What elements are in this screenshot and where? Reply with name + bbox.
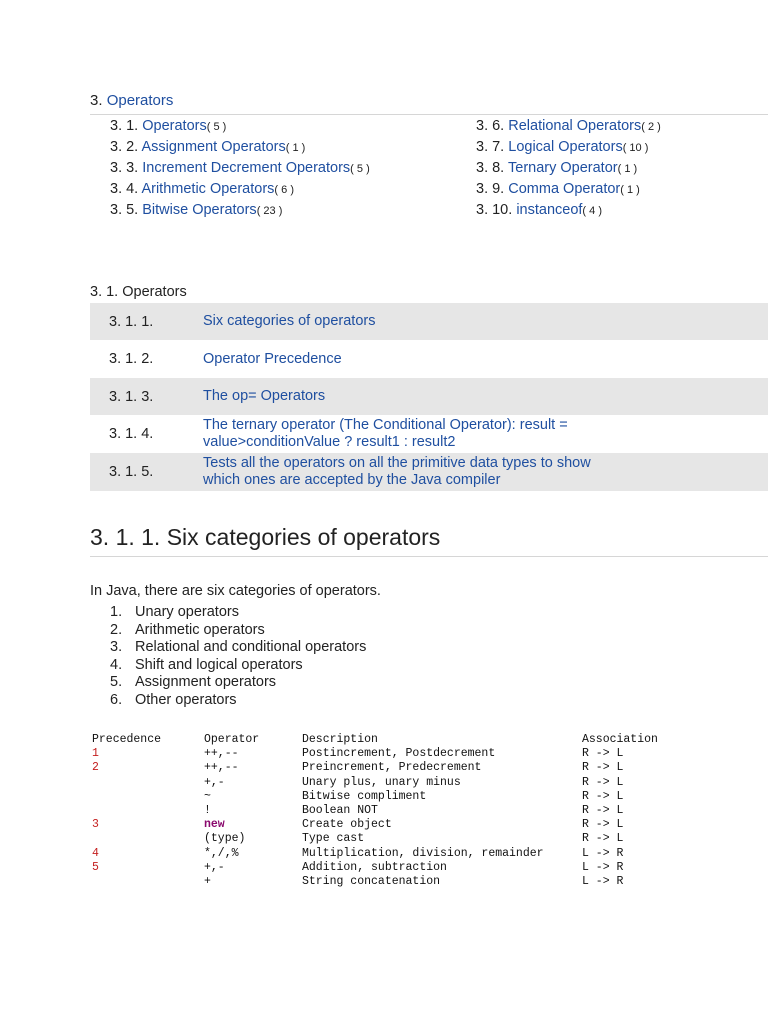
operator-cell: +,-	[204, 860, 225, 874]
table-row	[90, 378, 768, 415]
association-cell: R -> L	[582, 832, 624, 846]
toc-count: ( 1 )	[617, 163, 638, 175]
article-intro: In Java, there are six categories of operators.	[90, 583, 381, 599]
association-cell: L -> R	[582, 846, 624, 860]
row-link[interactable]: Operator Precedence	[203, 350, 342, 367]
toc-link[interactable]: Relational Operators	[508, 118, 642, 134]
list-item: 6. Other operators	[110, 691, 237, 708]
table-row	[92, 860, 624, 875]
section-number: 3.	[90, 92, 103, 109]
toc-count: ( 10 )	[622, 142, 649, 154]
list-item: 1. Unary operators	[110, 604, 239, 620]
article-heading: 3. 1. 1. Six categories of operators	[90, 524, 768, 557]
toc-count: ( 5 )	[206, 121, 227, 133]
table-row	[92, 803, 624, 818]
col-header-operator: Operator	[204, 733, 260, 746]
operator-cell: ++,--	[204, 747, 239, 761]
operator-cell: *,/,%	[204, 846, 239, 860]
table-row	[92, 846, 624, 861]
toc-item: 3. 1. Operators( 5 )	[110, 118, 227, 134]
toc-count: ( 2 )	[641, 121, 661, 133]
toc-item: 3. 9. Comma Operator( 1 )	[476, 181, 640, 197]
toc-link[interactable]: Arithmetic Operators	[141, 181, 275, 197]
precedence-cell: 4	[92, 846, 99, 860]
toc-count: ( 1 )	[620, 184, 640, 196]
table-row	[92, 775, 624, 790]
operator-precedence-table	[92, 733, 658, 889]
description-cell: String concatenation	[302, 874, 441, 888]
list-item: 5. Assignment operators	[110, 674, 277, 690]
description-cell: Create object	[302, 818, 392, 832]
toc-item: 3. 2. Assignment Operators( 1 )	[110, 139, 306, 155]
toc-link[interactable]: Bitwise Operators	[142, 202, 257, 218]
toc-link[interactable]: Assignment Operators	[141, 139, 286, 155]
precedence-cell: 1	[92, 747, 99, 761]
operator-cell: !	[204, 803, 211, 817]
association-cell: R -> L	[582, 775, 624, 789]
row-number: 3. 1. 1.	[109, 313, 154, 330]
table-row	[92, 761, 624, 775]
description-cell: Unary plus, unary minus	[302, 775, 461, 789]
col-header-association: Association	[582, 733, 658, 746]
col-header-description: Description	[302, 733, 378, 746]
toc-count: ( 4 )	[582, 205, 602, 217]
list-item: 4. Shift and logical operators	[110, 656, 303, 673]
table-row	[90, 340, 768, 378]
row-number: 3. 1. 5.	[109, 464, 154, 480]
toc-item: 3. 5. Bitwise Operators( 23 )	[110, 202, 283, 218]
subsection-title: 3. 1. Operators	[90, 284, 187, 300]
description-cell: Boolean NOT	[302, 803, 378, 817]
table-row	[92, 832, 624, 846]
table-row	[90, 415, 768, 453]
toc-item: 3. 4. Arithmetic Operators( 6 )	[110, 181, 294, 197]
toc-item: 3. 7. Logical Operators( 10 )	[476, 139, 649, 155]
precedence-cell: 5	[92, 860, 99, 874]
toc-item: 3. 10. instanceof( 4 )	[476, 202, 602, 218]
description-cell: Type cast	[302, 832, 365, 846]
toc-link[interactable]: Increment Decrement Operators	[142, 160, 351, 176]
association-cell: R -> L	[582, 761, 624, 775]
row-number: 3. 1. 2.	[109, 351, 154, 367]
operator-cell: ~	[204, 789, 211, 803]
operator-cell: new	[204, 818, 225, 832]
toc-item: 3. 6. Relational Operators( 2 )	[476, 118, 661, 134]
toc-count: ( 1 )	[285, 142, 306, 154]
table-row	[92, 874, 624, 889]
association-cell: L -> R	[582, 874, 624, 888]
toc-item: 3. 8. Ternary Operator( 1 )	[476, 160, 638, 176]
table-row	[92, 747, 624, 761]
list-item: 3. Relational and conditional operators	[110, 639, 367, 655]
toc-count: ( 23 )	[256, 205, 283, 217]
toc-count: ( 6 )	[274, 184, 294, 196]
toc-item: 3. 3. Increment Decrement Operators( 5 )	[110, 160, 370, 176]
row-number: 3. 1. 3.	[109, 388, 154, 405]
table-row	[90, 303, 768, 340]
table-row	[92, 818, 624, 832]
table-header-row	[92, 733, 658, 747]
toc-link[interactable]: Operators	[142, 118, 207, 134]
precedence-cell: 3	[92, 818, 99, 832]
table-row	[90, 453, 768, 491]
association-cell: R -> L	[582, 747, 624, 761]
association-cell: R -> L	[582, 818, 624, 832]
category-list	[110, 604, 366, 709]
operator-cell: (type)	[204, 832, 246, 846]
list-item: 2. Arithmetic operators	[110, 621, 265, 638]
row-link[interactable]: Tests all the operators on all the primitive data types to show which ones are accepted by the Java compiler	[203, 455, 591, 488]
association-cell: R -> L	[582, 789, 624, 803]
description-cell: Multiplication, division, remainder	[302, 846, 544, 860]
section-title-link[interactable]: Operators	[106, 92, 174, 109]
toc-link[interactable]: instanceof	[516, 202, 583, 218]
description-cell: Postincrement, Postdecrement	[302, 747, 496, 761]
toc-right-column	[476, 116, 661, 221]
description-cell: Bitwise compliment	[302, 789, 427, 803]
toc-link[interactable]: Comma Operator	[508, 181, 621, 197]
association-cell: R -> L	[582, 803, 624, 817]
association-cell: L -> R	[582, 860, 624, 874]
table-row	[92, 789, 624, 804]
toc-left-column	[110, 116, 370, 221]
subsection-table	[90, 303, 768, 491]
precedence-cell: 2	[92, 761, 99, 775]
operator-cell: +	[204, 874, 211, 888]
description-cell: Preincrement, Predecrement	[302, 761, 482, 775]
row-number: 3. 1. 4.	[109, 426, 154, 442]
row-link[interactable]: Six categories of operators	[203, 313, 376, 329]
col-header-precedence: Precedence	[92, 733, 162, 746]
section-header	[90, 92, 768, 115]
toc-link[interactable]: Ternary Operator	[508, 160, 618, 176]
row-link[interactable]: The ternary operator (The Conditional Operator): result = value>conditionValue ? result1 : result2	[203, 417, 568, 450]
toc-link[interactable]: Logical Operators	[508, 139, 623, 155]
description-cell: Addition, subtraction	[302, 860, 447, 874]
operator-cell: ++,--	[204, 761, 239, 775]
toc-count: ( 5 )	[350, 163, 370, 175]
row-link[interactable]: The op= Operators	[203, 388, 326, 404]
operator-cell: +,-	[204, 775, 225, 789]
